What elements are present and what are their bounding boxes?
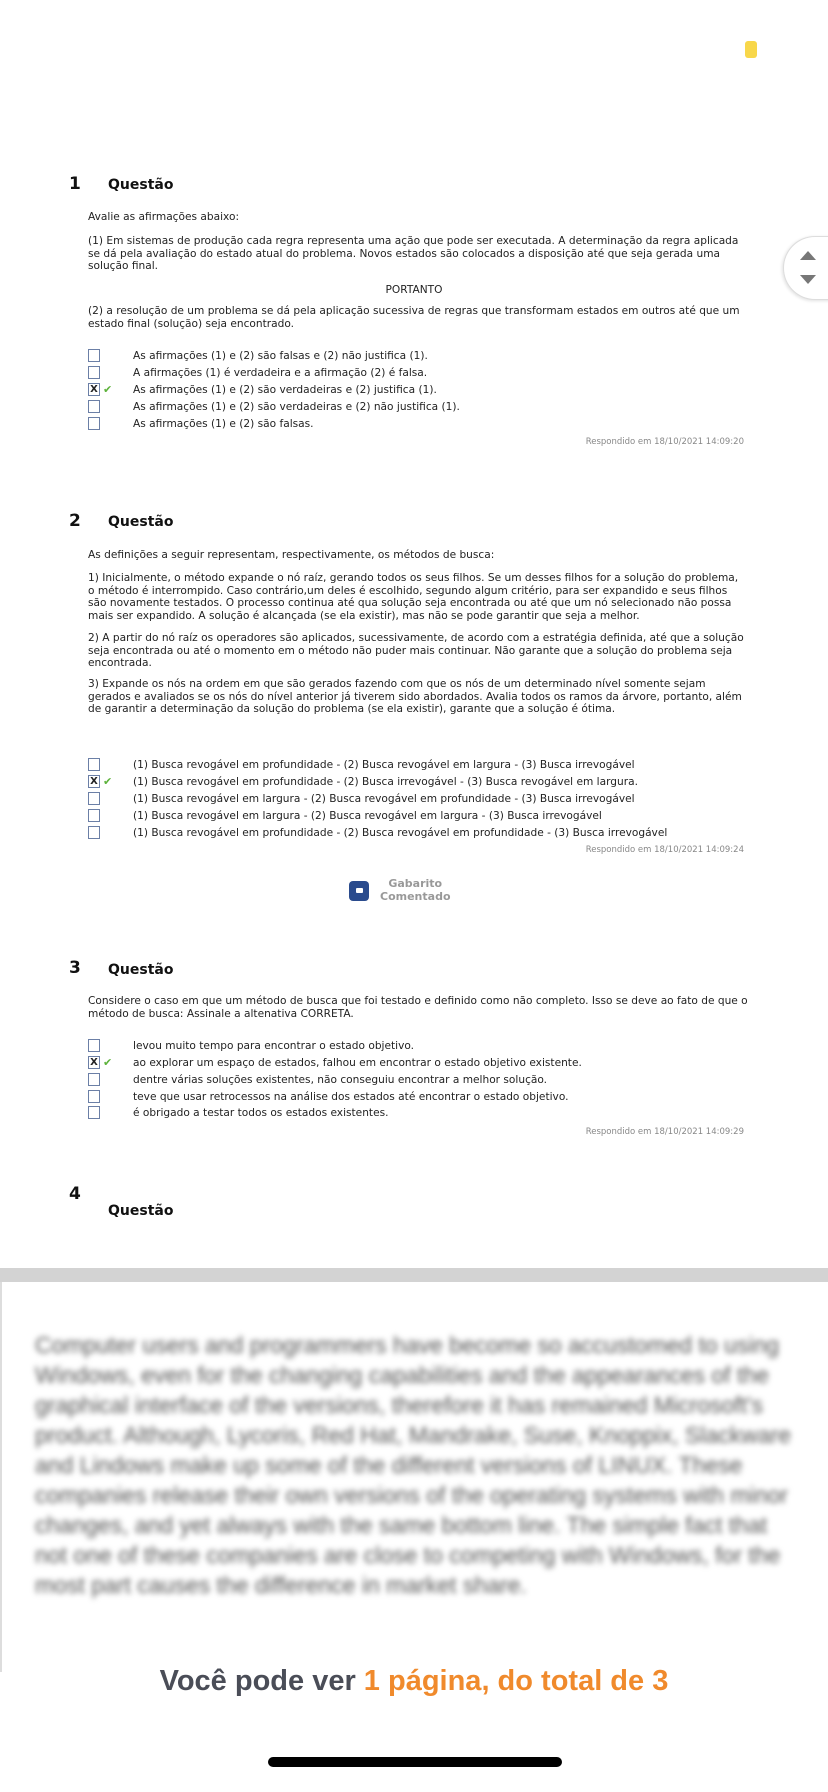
answer-option[interactable] <box>88 347 748 364</box>
checkbox[interactable] <box>88 758 100 771</box>
option-label: (1) Busca revogável em profundidade - (2) Busca irrevogável - (3) Busca revogável em largura. <box>133 775 638 788</box>
answer-option[interactable] <box>88 773 748 790</box>
answer-option[interactable] <box>88 1037 748 1054</box>
correct-check-icon: ✔ <box>103 775 113 788</box>
answered-timestamp: Respondido em 18/10/2021 14:09:24 <box>585 845 744 855</box>
question-title: Questão <box>108 514 174 530</box>
notification-badge <box>745 41 757 58</box>
checkbox[interactable] <box>88 1039 100 1052</box>
option-label: (1) Busca revogável em profundidade - (2) Busca revogável em profundidade - (3) Busca irrevogável <box>133 826 668 839</box>
answered-timestamp: Respondido em 18/10/2021 14:09:29 <box>585 1127 744 1137</box>
answer-option[interactable] <box>88 398 748 415</box>
checkbox[interactable] <box>88 826 100 839</box>
comentado-label: Comentado <box>380 889 451 903</box>
checkbox[interactable]: X <box>88 775 100 788</box>
checkbox[interactable] <box>88 1106 100 1119</box>
question-paragraph: 3) Expande os nós na ordem em que são gerados fazendo com que os nós de um determinado nível somente sejam gerados e avaliados se os nós do nível anterior já tiverem sido abordados. Avalia todos os ramos da árvore, portanto, além de garantir a determinação da solução do problema (se ela existir), garante que a solução é ótima. <box>88 678 742 716</box>
correct-check-icon: ✔ <box>103 383 113 396</box>
answer-option[interactable] <box>88 415 748 432</box>
gabarito-comentado-button[interactable] <box>349 878 451 903</box>
cta-prefix: Você pode ver <box>159 1665 364 1697</box>
answer-option[interactable] <box>88 824 748 841</box>
answer-option[interactable] <box>88 381 748 398</box>
checkbox[interactable] <box>88 366 100 379</box>
option-label: ao explorar um espaço de estados, falhou em encontrar o estado objetivo existente. <box>133 1056 582 1069</box>
option-label: A afirmações (1) é verdadeira e a afirmação (2) é falsa. <box>133 366 428 379</box>
home-indicator[interactable] <box>268 1757 562 1767</box>
cta-highlight: 1 página, do total de 3 <box>363 1665 669 1697</box>
checkbox[interactable] <box>88 349 100 362</box>
option-label: (1) Busca revogável em largura - (2) Busca revogável em profundidade - (3) Busca irrevogável <box>133 792 635 805</box>
question-number: 1 <box>69 174 81 194</box>
option-label: teve que usar retrocessos na análise dos estados até encontrar o estado objetivo. <box>133 1090 569 1103</box>
answer-option[interactable] <box>88 364 748 381</box>
arrow-up-icon[interactable] <box>800 251 816 260</box>
video-icon <box>349 881 369 901</box>
page-edge <box>0 1282 2 1672</box>
question-number: 2 <box>69 511 81 531</box>
option-label: As afirmações (1) e (2) são falsas e (2) não justifica (1). <box>133 349 428 362</box>
option-label: levou muito tempo para encontrar o estado objetivo. <box>133 1039 415 1052</box>
correct-check-icon: ✔ <box>103 1056 113 1069</box>
question-intro: As definições a seguir representam, respectivamente, os métodos de busca: <box>88 549 495 561</box>
checkbox[interactable] <box>88 792 100 805</box>
checkbox[interactable] <box>88 400 100 413</box>
answer-option[interactable] <box>88 790 748 807</box>
question-intro: Considere o caso em que um método de busca que foi testado e definido como não completo. Isso se deve ao fato de que o método de busca: Assinale a altenativa CORRETA. <box>88 995 748 1020</box>
gabarito-label: Gabarito <box>388 877 443 890</box>
page-limit-message <box>0 1665 828 1698</box>
checkbox[interactable] <box>88 809 100 822</box>
question-paragraph: PORTANTO <box>385 284 443 296</box>
checkbox[interactable] <box>88 417 100 430</box>
answer-option[interactable] <box>88 1104 748 1121</box>
option-label: dentre várias soluções existentes, não conseguiu encontrar a melhor solução. <box>133 1073 548 1086</box>
page-divider <box>0 1268 828 1282</box>
question-number: 3 <box>69 958 81 978</box>
answer-option[interactable] <box>88 807 748 824</box>
arrow-down-icon[interactable] <box>800 275 816 284</box>
question-number: 4 <box>69 1184 81 1204</box>
checkbox[interactable]: X <box>88 383 100 396</box>
question-paragraph: (2) a resolução de um problema se dá pela aplicação sucessiva de regras que transformam estados em outros até que um estado final (solução) seja encontrado. <box>88 305 740 330</box>
checkbox[interactable] <box>88 1090 100 1103</box>
question-title: Questão <box>108 962 174 978</box>
checkbox[interactable]: X <box>88 1056 100 1069</box>
option-label: é obrigado a testar todos os estados existentes. <box>133 1106 389 1119</box>
answered-timestamp: Respondido em 18/10/2021 14:09:20 <box>585 437 744 447</box>
option-label: As afirmações (1) e (2) são verdadeiras e (2) justifica (1). <box>133 383 437 396</box>
answer-option[interactable] <box>88 756 748 773</box>
answer-option[interactable] <box>88 1071 748 1088</box>
question-title: Questão <box>108 177 174 193</box>
answer-option[interactable] <box>88 1088 748 1105</box>
question-paragraph: 2) A partir do nó raíz os operadores são aplicados, sucessivamente, de acordo com a estratégia definida, até que a solução seja encontrada ou até o momento em o método não puder mais continuar. Não garante que a solução do problema seja encontrada. <box>88 632 744 670</box>
answer-option[interactable] <box>88 1054 748 1071</box>
option-label: As afirmações (1) e (2) são falsas. <box>133 417 314 430</box>
option-label: As afirmações (1) e (2) são verdadeiras e (2) não justifica (1). <box>133 400 460 413</box>
checkbox[interactable] <box>88 1073 100 1086</box>
blurred-preview-text: Computer users and programmers have become so accustomed to using Windows, even for the changing capabilities and the appearances of the graphical interface of the versions, therefore it has remained Microsoft's product. Although, Lycoris, Red Hat, Mandrake, Suse, Knoppix, Slackware and Lindows make up some of the different versions of LINUX. These companies release their own versions of the operating systems with minor changes, and yet always with the same bottom line. The simple fact that not one of these companies are close to competing with Windows, for the most part causes the difference in market share. <box>35 1332 791 1598</box>
option-label: (1) Busca revogável em profundidade - (2) Busca revogável em largura - (3) Busca irrevogável <box>133 758 635 771</box>
question-intro: Avalie as afirmações abaixo: <box>88 211 240 223</box>
question-paragraph: 1) Inicialmente, o método expande o nó raíz, gerando todos os seus filhos. Se um desses filhos for a solução do problema, o método é interrompido. Caso contrário,um deles é escolhido, segundo algum critério, para ser expandido e seus filhos são novamente testados. O processo continua até qua solução seja encontrada ou até que um nó selecionado não possa mais ser expandido. A solução é alcançada (se ela existir), mas não se pode garantir que seja a melhor. <box>88 572 739 622</box>
option-label: (1) Busca revogável em largura - (2) Busca revogável em largura - (3) Busca irrevogável <box>133 809 602 822</box>
question-title: Questão <box>108 1203 174 1219</box>
question-paragraph: (1) Em sistemas de produção cada regra representa uma ação que pode ser executada. A determinação da regra aplicada se dá pela avaliação do estado atual do problema. Novos estados são colocados a disposição até que seja gerada uma solução final. <box>88 235 739 273</box>
